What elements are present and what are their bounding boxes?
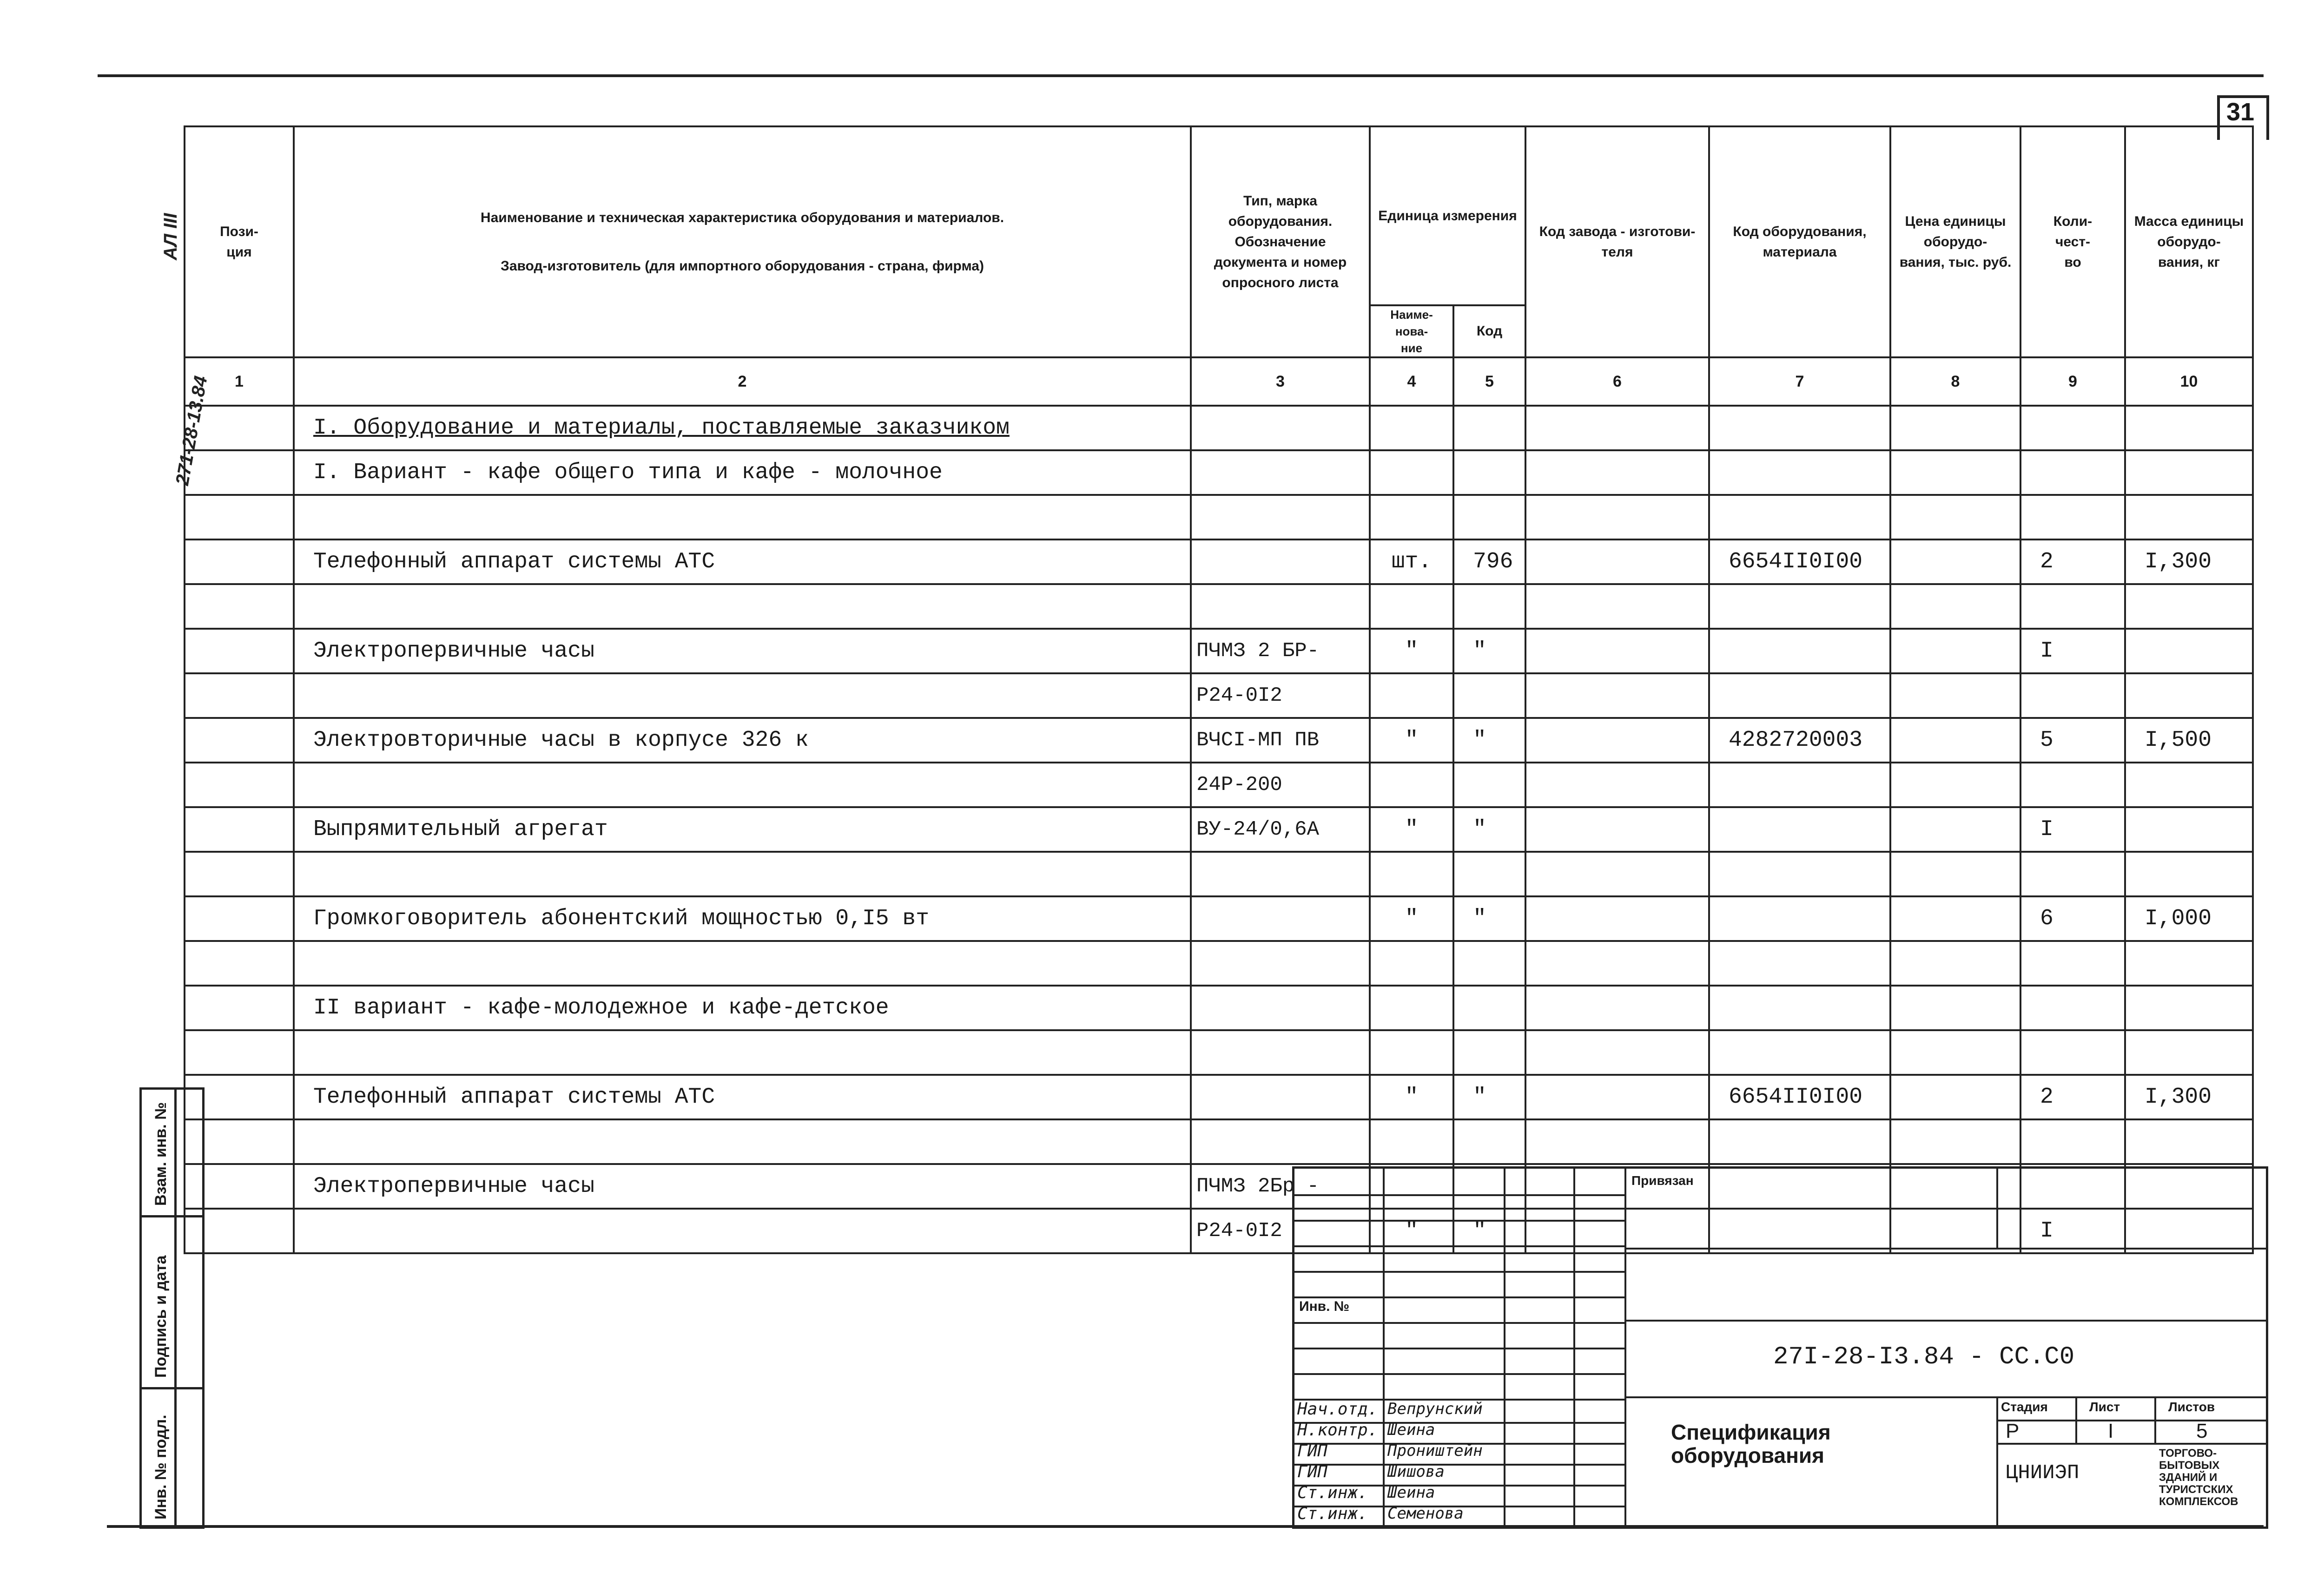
row-name <box>294 763 1191 807</box>
row-plant-code <box>1525 539 1709 584</box>
row-equipment-code: 4282720003 <box>1709 718 1890 763</box>
table-row <box>185 584 2253 629</box>
row-unit: " <box>1370 718 1453 763</box>
row-unit-code: " <box>1453 896 1525 941</box>
row-mark <box>1191 941 1370 986</box>
row-quantity <box>2020 852 2125 896</box>
row-plant-code <box>1525 495 1709 539</box>
table-row <box>185 406 2253 450</box>
col-number: 6 <box>1525 357 1709 406</box>
row-unit <box>1370 986 1453 1030</box>
tb-inv-label: Инв. № <box>1299 1299 1350 1314</box>
row-unit-code <box>1453 1119 1525 1164</box>
col-number: 1 <box>185 357 294 406</box>
row-name <box>294 495 1191 539</box>
row-name: I. Вариант - кафе общего типа и кафе - молочное <box>294 450 1191 495</box>
row-mass <box>2125 495 2253 539</box>
row-unit-code <box>1453 763 1525 807</box>
row-name <box>294 1209 1191 1253</box>
table-row <box>185 852 2253 896</box>
row-unit <box>1370 450 1453 495</box>
header-unit-name: Наиме- нова- ние <box>1370 305 1453 357</box>
row-name: II вариант - кафе-молодежное и кафе-детское <box>294 986 1191 1030</box>
row-equipment-code <box>1709 986 1890 1030</box>
tb-grid-line <box>1624 1248 2266 1250</box>
row-mark <box>1191 852 1370 896</box>
tb-grid-line <box>1996 1169 1998 1248</box>
row-price <box>1890 763 2020 807</box>
row-name <box>294 1119 1191 1164</box>
row-unit <box>1370 1030 1453 1075</box>
row-quantity <box>2020 941 2125 986</box>
left-stamp <box>139 1087 205 1529</box>
tb-grid-line <box>1294 1194 1624 1196</box>
header-name <box>294 126 1191 357</box>
table-row <box>185 1030 2253 1075</box>
row-mark: ПЧМЗ 2 БР- <box>1191 629 1370 673</box>
row-position <box>185 673 294 718</box>
row-mark <box>1191 986 1370 1030</box>
row-price <box>1890 584 2020 629</box>
row-quantity <box>2020 450 2125 495</box>
row-quantity: I <box>2020 807 2125 852</box>
row-plant-code <box>1525 718 1709 763</box>
row-unit: " <box>1370 807 1453 852</box>
row-name: Телефонный аппарат системы АТС <box>294 539 1191 584</box>
row-mass <box>2125 629 2253 673</box>
row-equipment-code: 6654II0I00 <box>1709 539 1890 584</box>
row-mark <box>1191 495 1370 539</box>
row-plant-code <box>1525 986 1709 1030</box>
doc-title-line1: Спецификация <box>1671 1420 1831 1444</box>
row-name: I. Оборудование и материалы, поставляемые заказчиком <box>294 406 1191 450</box>
row-plant-code <box>1525 673 1709 718</box>
table-row <box>185 807 2253 852</box>
tb-role: ГИП <box>1297 1462 1328 1481</box>
row-unit <box>1370 941 1453 986</box>
row-unit-code: " <box>1453 807 1525 852</box>
row-equipment-code <box>1709 941 1890 986</box>
row-equipment-code <box>1709 406 1890 450</box>
doc-code: 27I-28-I3.84 - СС.С0 <box>1773 1343 2075 1371</box>
table-row <box>185 1075 2253 1119</box>
row-mark <box>1191 406 1370 450</box>
row-name <box>294 584 1191 629</box>
row-mark <box>1191 1030 1370 1075</box>
tb-grid-line <box>1996 1443 2266 1445</box>
row-name: Громкоговоритель абонентский мощностью 0,I5 вт <box>294 896 1191 941</box>
table-row <box>185 1119 2253 1164</box>
row-position <box>185 986 294 1030</box>
row-position <box>185 584 294 629</box>
row-mass <box>2125 763 2253 807</box>
row-plant-code <box>1525 406 1709 450</box>
row-mark: 24Р-200 <box>1191 763 1370 807</box>
tb-grid-line <box>1294 1322 1624 1324</box>
row-unit <box>1370 1119 1453 1164</box>
row-mass <box>2125 406 2253 450</box>
row-position <box>185 896 294 941</box>
table-row <box>185 763 2253 807</box>
row-plant-code <box>1525 763 1709 807</box>
tb-role: Ст.инж. <box>1297 1483 1368 1502</box>
row-equipment-code <box>1709 896 1890 941</box>
tb-grid-line <box>1996 1420 2266 1421</box>
row-name <box>294 673 1191 718</box>
row-unit: " <box>1370 629 1453 673</box>
row-unit <box>1370 406 1453 450</box>
row-price <box>1890 406 2020 450</box>
row-mark: ВУ-24/0,6А <box>1191 807 1370 852</box>
header-position: Пози- ция <box>185 126 294 357</box>
row-unit-code <box>1453 584 1525 629</box>
tb-role: ГИП <box>1297 1441 1328 1460</box>
row-price <box>1890 941 2020 986</box>
row-quantity <box>2020 584 2125 629</box>
row-mark: ВЧСI-МП ПВ <box>1191 718 1370 763</box>
row-name <box>294 941 1191 986</box>
stage-value: Р <box>2006 1420 2020 1442</box>
tb-grid-line <box>1294 1296 1624 1298</box>
row-position <box>185 406 294 450</box>
row-unit-code <box>1453 852 1525 896</box>
row-unit <box>1370 495 1453 539</box>
row-quantity: I <box>2020 629 2125 673</box>
col-number: 8 <box>1890 357 2020 406</box>
row-equipment-code <box>1709 495 1890 539</box>
row-position <box>185 763 294 807</box>
table-row <box>185 495 2253 539</box>
header-price: Цена единицы оборудо- вания, тыс. руб. <box>1890 126 2020 357</box>
doc-title-line2: оборудования <box>1671 1443 1824 1467</box>
row-unit: шт. <box>1370 539 1453 584</box>
row-mass <box>2125 852 2253 896</box>
row-mark <box>1191 450 1370 495</box>
header-unit-code: Код <box>1453 305 1525 357</box>
header-unit-group: Единица измерения <box>1370 126 1525 305</box>
row-mark: ПЧМЗ 2Бр - <box>1191 1164 1370 1209</box>
row-position <box>185 941 294 986</box>
col-number: 7 <box>1709 357 1890 406</box>
row-equipment-code <box>1709 1030 1890 1075</box>
tb-grid-line <box>1294 1220 1624 1222</box>
sheet-number: 31 <box>2226 98 2255 126</box>
row-name: Электропервичные часы <box>294 1164 1191 1209</box>
row-name: Электровторичные часы в корпусе 326 к <box>294 718 1191 763</box>
stage-label: Стадия <box>2001 1400 2048 1414</box>
stamp-label-replace: Взам. инв. № <box>152 1102 170 1206</box>
row-price <box>1890 896 2020 941</box>
tb-role: Ст.инж. <box>1297 1504 1368 1523</box>
row-unit-code <box>1453 406 1525 450</box>
row-unit: " <box>1370 1209 1453 1253</box>
row-quantity <box>2020 763 2125 807</box>
tb-grid-line <box>1624 1169 1626 1526</box>
org-name: ЦНИИЭП <box>2006 1461 2080 1485</box>
col-number: 9 <box>2020 357 2125 406</box>
side-note: 271-28-13.84 <box>172 374 211 487</box>
tb-bound-label: Привязан <box>1631 1173 1694 1188</box>
tb-role: Нач.отд. <box>1297 1400 1378 1419</box>
row-plant-code <box>1525 1075 1709 1119</box>
row-unit-code <box>1453 941 1525 986</box>
row-price <box>1890 852 2020 896</box>
row-position <box>185 852 294 896</box>
row-unit-code: " <box>1453 629 1525 673</box>
row-plant-code <box>1525 852 1709 896</box>
tb-grid-line <box>1624 1396 2266 1398</box>
row-unit <box>1370 584 1453 629</box>
specification-table <box>184 125 2254 1254</box>
row-plant-code <box>1525 896 1709 941</box>
row-mass <box>2125 673 2253 718</box>
header-plant-code: Код завода - изготови- теля <box>1525 126 1709 357</box>
row-name <box>294 1030 1191 1075</box>
row-position <box>185 807 294 852</box>
tb-grid-line <box>1294 1464 1624 1466</box>
row-equipment-code <box>1709 763 1890 807</box>
sheets-value: 5 <box>2196 1420 2208 1442</box>
row-price <box>1890 629 2020 673</box>
row-position <box>185 1030 294 1075</box>
header-mass: Масса единицы оборудо- вания, кг <box>2125 126 2253 357</box>
row-mass <box>2125 584 2253 629</box>
stamp-label-sign: Подпись и дата <box>152 1255 170 1378</box>
row-mass <box>2125 1030 2253 1075</box>
row-unit <box>1370 673 1453 718</box>
tb-grid-line <box>1294 1245 1624 1247</box>
row-mass <box>2125 941 2253 986</box>
row-mass <box>2125 450 2253 495</box>
header-type: Тип, марка оборудования. Обозначение документа и номер опросного листа <box>1191 126 1370 357</box>
row-plant-code <box>1525 1119 1709 1164</box>
tb-grid-line <box>1294 1271 1624 1273</box>
tb-grid-line <box>1294 1348 1624 1349</box>
header-equipment-code: Код оборудования, материала <box>1709 126 1890 357</box>
row-equipment-code <box>1709 629 1890 673</box>
row-unit-code <box>1453 986 1525 1030</box>
row-price <box>1890 807 2020 852</box>
row-equipment-code <box>1709 807 1890 852</box>
table-row <box>185 941 2253 986</box>
row-quantity: I <box>2020 1209 2125 1253</box>
sheet-value: I <box>2108 1420 2114 1442</box>
row-quantity: 6 <box>2020 896 2125 941</box>
row-unit-code <box>1453 673 1525 718</box>
col-number: 3 <box>1191 357 1370 406</box>
row-mass <box>2125 986 2253 1030</box>
row-quantity <box>2020 673 2125 718</box>
row-unit-code: " <box>1453 1075 1525 1119</box>
row-plant-code <box>1525 807 1709 852</box>
row-price <box>1890 450 2020 495</box>
table-row <box>185 896 2253 941</box>
row-plant-code <box>1525 584 1709 629</box>
row-plant-code <box>1525 450 1709 495</box>
header-row <box>185 126 2253 305</box>
row-price <box>1890 718 2020 763</box>
table-row <box>185 718 2253 763</box>
row-equipment-code <box>1709 1119 1890 1164</box>
row-quantity <box>2020 986 2125 1030</box>
row-price <box>1890 986 2020 1030</box>
table-row <box>185 986 2253 1030</box>
title-block <box>1292 1166 2268 1529</box>
row-mass: I,300 <box>2125 539 2253 584</box>
row-unit-code <box>1453 1030 1525 1075</box>
row-price <box>1890 1075 2020 1119</box>
row-equipment-code <box>1709 673 1890 718</box>
col-number: 2 <box>294 357 1191 406</box>
row-name <box>294 852 1191 896</box>
row-position <box>185 718 294 763</box>
row-equipment-code: 6654II0I00 <box>1709 1075 1890 1119</box>
row-mass: I,500 <box>2125 718 2253 763</box>
col-number: 10 <box>2125 357 2253 406</box>
row-mass: I,000 <box>2125 896 2253 941</box>
tb-person-name: Шеина <box>1387 1483 1435 1502</box>
table-row <box>185 450 2253 495</box>
row-unit-code <box>1453 450 1525 495</box>
row-plant-code <box>1525 941 1709 986</box>
sheets-label: Листов <box>2168 1400 2215 1414</box>
row-unit-code: " <box>1453 1209 1525 1253</box>
row-mass: I,300 <box>2125 1075 2253 1119</box>
row-name: Электропервичные часы <box>294 629 1191 673</box>
row-unit <box>1370 852 1453 896</box>
row-mark: Р24-0I2 <box>1191 673 1370 718</box>
row-quantity <box>2020 406 2125 450</box>
col-number: 4 <box>1370 357 1453 406</box>
row-unit-code: 796 <box>1453 539 1525 584</box>
sheet-label: Лист <box>2089 1400 2120 1414</box>
row-name: Телефонный аппарат системы АТС <box>294 1075 1191 1119</box>
row-position <box>185 629 294 673</box>
row-mark <box>1191 539 1370 584</box>
row-name: Выпрямительный агрегат <box>294 807 1191 852</box>
row-price <box>1890 539 2020 584</box>
specification-body <box>185 406 2253 1253</box>
tb-person-name: Шеина <box>1387 1421 1435 1439</box>
tb-person-name: Вепрунский <box>1387 1400 1483 1418</box>
row-equipment-code <box>1709 584 1890 629</box>
tb-role: Н.контр. <box>1297 1421 1378 1440</box>
row-mark: Р24-0I2 <box>1191 1209 1370 1253</box>
row-position <box>185 450 294 495</box>
row-quantity: 2 <box>2020 539 2125 584</box>
row-position <box>185 539 294 584</box>
side-mark: АЛ III <box>160 213 181 260</box>
tb-grid-line <box>1624 1320 2266 1322</box>
row-plant-code <box>1525 629 1709 673</box>
tb-person-name: Семенова <box>1387 1504 1464 1523</box>
row-unit-code <box>1453 495 1525 539</box>
row-mark <box>1191 896 1370 941</box>
org-description: ТОРГОВО-БЫТОВЫХ ЗДАНИЙ И ТУРИСТСКИХ КОМПЛЕКСОВ <box>2159 1447 2238 1508</box>
column-number-row <box>185 357 2253 406</box>
row-mark <box>1191 584 1370 629</box>
tb-grid-line <box>1294 1373 1624 1375</box>
row-mark <box>1191 1119 1370 1164</box>
tb-person-name: Проништейн <box>1387 1441 1483 1460</box>
row-equipment-code <box>1709 450 1890 495</box>
row-price <box>1890 673 2020 718</box>
table-row <box>185 539 2253 584</box>
row-price <box>1890 495 2020 539</box>
row-mass <box>2125 807 2253 852</box>
row-quantity: 2 <box>2020 1075 2125 1119</box>
table-row <box>185 629 2253 673</box>
row-unit-code: " <box>1453 718 1525 763</box>
tb-person-name: Шишова <box>1387 1462 1445 1481</box>
row-equipment-code <box>1709 852 1890 896</box>
row-mark <box>1191 1075 1370 1119</box>
row-unit: " <box>1370 1075 1453 1119</box>
row-plant-code <box>1525 1030 1709 1075</box>
row-quantity <box>2020 495 2125 539</box>
tb-grid-line <box>1996 1396 1998 1526</box>
table-row <box>185 673 2253 718</box>
header-name-line1: Наименование и техническая характеристика оборудования и материалов. <box>480 210 1004 225</box>
header-name-line2: Завод-изготовитель (для импортного оборудования - страна, фирма) <box>501 258 984 274</box>
row-quantity: 5 <box>2020 718 2125 763</box>
row-mass <box>2125 1119 2253 1164</box>
row-price <box>1890 1030 2020 1075</box>
row-price <box>1890 1119 2020 1164</box>
col-number: 5 <box>1453 357 1525 406</box>
row-unit: " <box>1370 896 1453 941</box>
row-position <box>185 495 294 539</box>
row-quantity <box>2020 1119 2125 1164</box>
row-quantity <box>2020 1030 2125 1075</box>
row-unit <box>1370 763 1453 807</box>
stamp-label-orig: Инв. № подл. <box>152 1414 170 1520</box>
header-quantity: Коли- чест- во <box>2020 126 2125 357</box>
top-frame-line <box>98 74 2264 77</box>
